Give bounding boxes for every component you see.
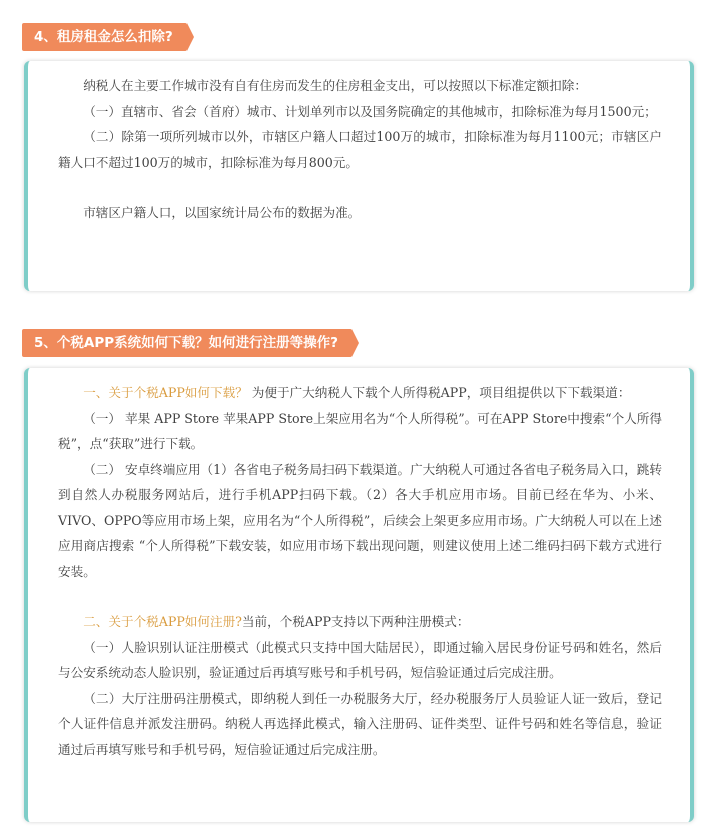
download-intro-paragraph (58, 380, 662, 406)
section-5-title: 5、个税APP系统如何下载？如何进行注册等操作? (22, 329, 352, 357)
section-4-content-box (24, 61, 694, 291)
paragraph: （一）人脸识别认证注册模式（此模式只支持中国大陆居民），即通过输入居民身份证号码和姓名，然后与公安系统动态人脸识别，验证通过后再填写账号和手机号码，短信验证通过后完成注册。 (58, 639, 662, 680)
paragraph: （二）除第一项所列城市以外，市辖区户籍人口超过100万的城市，扣除标准为每月1100元；市辖区户籍人口不超过100万的城市，扣除标准为每月800元。 (58, 129, 662, 170)
paragraph: （二） 安卓终端应用（1）各省电子税务局扫码下载渠道。广大纳税人可通过各省电子税务局入口，跳转到自然人办税服务网站后，进行手机APP扫码下载。（2）各大手机应用市场。目前已经在华为、小米、VIVO、OPPO等应用市场上架，应用名为“个人所得税”，后续会上架更多应用市场。广大纳税人可以在上述应用商店搜索 “个人所得税”下载安装，如应用市场下载出现问题，则建议使用上述二维码扫码下载方式进行安装。 (58, 461, 662, 579)
register-heading: 二、关于个税APP如何注册? (83, 614, 242, 629)
register-intro: 当前，个税APP支持以下两种注册模式： (241, 614, 470, 629)
paragraph: （一）直辖市、省会（首府）城市、计划单列市以及国务院确定的其他城市，扣除标准为每月1500元； (83, 103, 657, 119)
register-intro-paragraph (58, 609, 662, 635)
section-5-content-box (24, 368, 694, 822)
section-4-title: 4、租房租金怎么扣除? (22, 23, 187, 51)
paragraph: 纳税人在主要工作城市没有自有住房而发生的住房租金支出，可以按照以下标准定额扣除： (83, 78, 587, 93)
download-heading: 一、关于个税APP如何下载？ (83, 385, 248, 400)
download-intro: 为便于广大纳税人下载个人所得税APP，项目组提供以下下载渠道： (247, 385, 631, 400)
paragraph: （一） 苹果 APP Store 苹果APP Store上架应用名为“个人所得税”。可在APP Store中搜索“个人所得税”，点“获取”进行下载。 (58, 410, 662, 451)
paragraph: （二）大厅注册码注册模式，即纳税人到任一办税服务大厅，经办税服务厅人员验证人证一致后，登记个人证件信息并派发注册码。纳税人再选择此模式，输入注册码、证件类型、证件号码和姓名等信息，验证通过后再填写账号和手机号码，短信验证通过后完成注册。 (58, 690, 662, 757)
paragraph: 市辖区户籍人口，以国家统计局公布的数据为准。 (83, 205, 361, 220)
